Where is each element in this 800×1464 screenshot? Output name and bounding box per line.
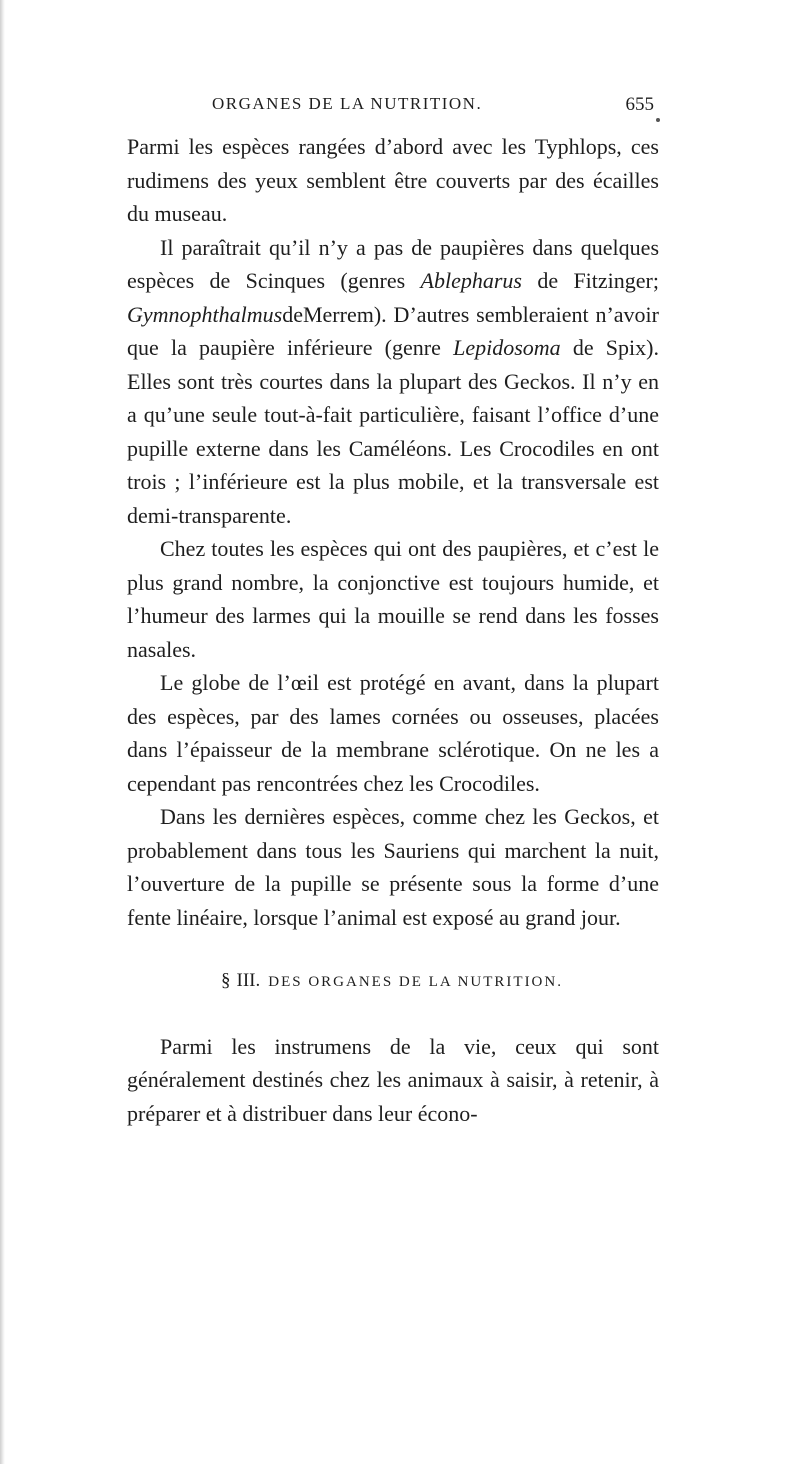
section-heading [127, 964, 659, 1000]
section-title: DES ORGANES DE LA NUTRITION. [268, 974, 563, 990]
paragraph-text: de Spix). Elles sont très courtes dans la plupart des Geckos. Il n’y en a qu’une seule tout-à-fait particulière, faisant l’office d’une pupille externe dans les Caméléons. Les Crocodiles en ont trois ; l’inférieure est la plus mobile, et la transversale est demi-transparente. [127, 335, 659, 528]
page-edge-shadow [0, 0, 5, 1464]
genus-name-italic: Ablepharus [420, 268, 522, 293]
section-sign: § [221, 970, 231, 991]
stray-ink-mark [656, 118, 660, 122]
paragraph-text: Il paraîtrait qu’il n’y a pas de paupières dans quelques espèces de Scinques (genres [127, 234, 659, 293]
paragraph [127, 532, 659, 666]
section-number: III. [236, 970, 261, 991]
paragraph-text: deMerrem). D’autres sembleraient n’avoir que la paupière inférieure (genre [127, 301, 659, 360]
paragraph-text: Parmi les instrumens de la vie, ceux qui sont généralement destinés chez les animaux à saisir, à retenir, à préparer et à distribuer dans leur écono- [127, 1033, 659, 1126]
body-text [127, 130, 659, 1130]
genus-name-italic: Lepidosoma [453, 335, 561, 360]
page-number: 655 [625, 94, 654, 115]
paragraph-text: Dans les dernières espèces, comme chez les Geckos, et probablement dans tous les Sauriens qui marchent la nuit, l’ouverture de la pupille se présente sous la forme d’une fente linéaire, lorsque l’animal est exposé au grand jour. [127, 804, 659, 930]
paragraph [127, 1030, 659, 1131]
paragraph-text: Chez toutes les espèces qui ont des paupières, et c’est le plus grand nombre, la conjonctive est toujours humide, et l’humeur des larmes qui la mouille se rend dans les fosses nasales. [127, 536, 659, 662]
paragraph [127, 231, 659, 533]
paragraph [127, 666, 659, 800]
paragraph-text: Le globe de l’œil est protégé en avant, dans la plupart des espèces, par des lames cornées ou osseuses, placées dans l’épaisseur de la membrane sclérotique. On ne les a cependant pas rencontrées chez les Crocodiles. [127, 670, 659, 796]
paragraph-text: de Fitzinger; [521, 268, 659, 293]
paragraph-text: Parmi les espèces rangées d’abord avec les Typhlops, ces rudimens des yeux semblent être couverts par des écailles du museau. [127, 134, 659, 226]
genus-name-italic: Gymnophthalmus [127, 301, 283, 327]
running-head-title: ORGANES DE LA NUTRITION. [212, 94, 483, 113]
paragraph [127, 130, 659, 231]
paragraph [127, 800, 659, 934]
